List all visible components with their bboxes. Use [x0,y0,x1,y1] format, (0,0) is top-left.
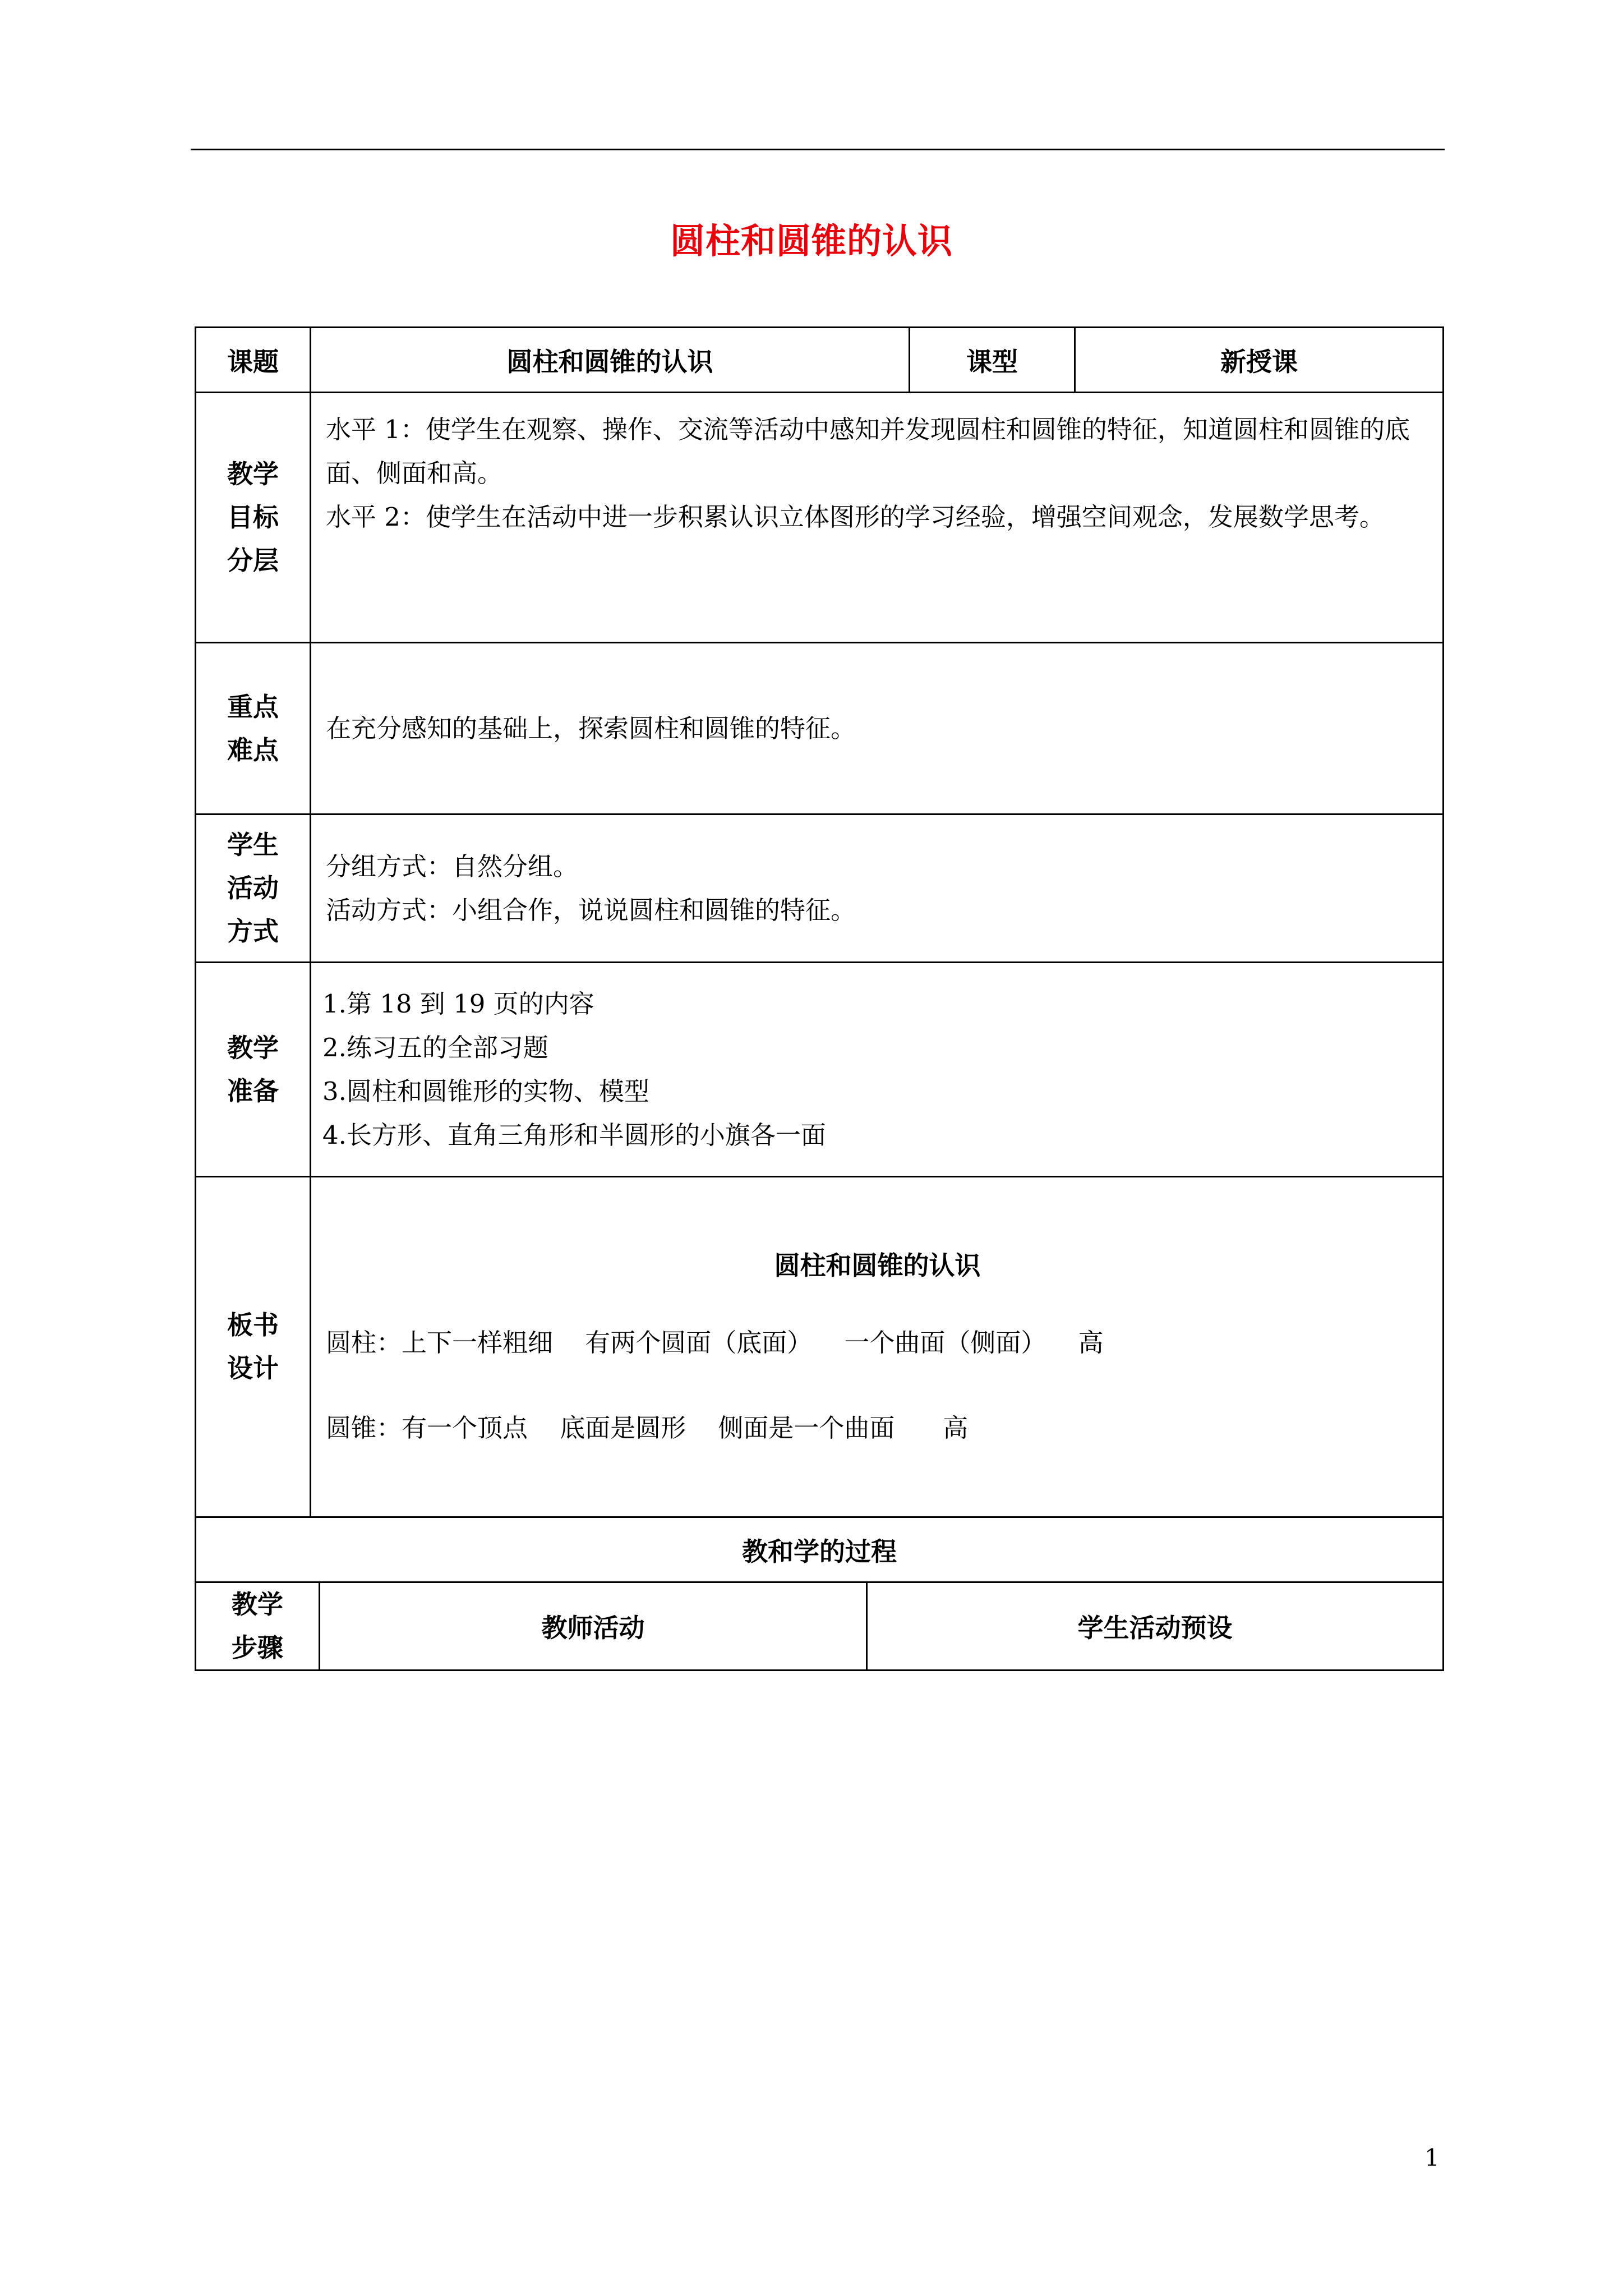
row-activity [196,815,1444,963]
keypoints-label: 重点 难点 [196,643,311,815]
process-title: 教和学的过程 [196,1517,1444,1582]
board-cylinder-line: 圆柱：上下一样粗细 有两个圆面（底面） 一个曲面（侧面） 高 [326,1328,1104,1358]
topic-value: 圆柱和圆锥的认识 [311,328,910,393]
goal-level-1: 水平 1：使学生在观察、操作、交流等活动中感知并发现圆柱和圆锥的特征，知道圆柱和圆锥的底面、侧面和高。 [326,415,1410,488]
row-preparation [196,963,1444,1177]
goals-label: 教学 目标 分层 [196,393,311,643]
row-board-design [196,1177,1444,1517]
lesson-plan-table [195,326,1444,1671]
student-activity-header: 学生活动预设 [1077,1613,1233,1643]
teacher-activity-header: 教师活动 [319,1583,866,1669]
lesson-type-label: 课型 [910,328,1075,393]
preparation-label: 教学 准备 [196,963,311,1177]
row-keypoints [196,643,1444,815]
lesson-type-value: 新授课 [1075,328,1444,393]
prep-item-4: 4.长方形、直角三角形和半圆形的小旗各一面 [322,1120,826,1150]
goals-content [311,393,1444,643]
steps-header-table [196,1583,1442,1669]
row-goals [196,393,1444,643]
steps-label: 教学 步骤 [196,1583,319,1669]
board-content [311,1177,1444,1517]
goal-level-2: 水平 2：使学生在活动中进一步积累认识立体图形的学习经验，增强空间观念，发展数学思考。 [326,502,1385,532]
topic-label: 课题 [196,328,311,393]
board-cone-line: 圆锥：有一个顶点 底面是圆形 侧面是一个曲面 高 [326,1413,969,1443]
page-number: 1 [1424,2144,1440,2171]
activity-content: 分组方式：自然分组。 活动方式：小组合作，说说圆柱和圆锥的特征。 [311,815,1444,963]
prep-item-3: 3.圆柱和圆锥形的实物、模型 [322,1076,649,1106]
row-process-title [196,1517,1444,1582]
prep-item-2: 2.练习五的全部习题 [322,1032,548,1062]
prep-item-1: 1.第 18 到 19 页的内容 [322,988,594,1019]
activity-label: 学生 活动 方式 [196,815,311,963]
preparation-content [311,963,1444,1177]
keypoints-content: 在充分感知的基础上，探索圆柱和圆锥的特征。 [311,643,1444,815]
row-topic [196,328,1444,393]
header-rule [191,149,1445,150]
board-label: 板书 设计 [196,1177,311,1517]
document-title: 圆柱和圆锥的认识 [670,220,953,261]
board-title: 圆柱和圆锥的认识 [774,1250,981,1281]
row-steps-header [196,1582,1444,1671]
